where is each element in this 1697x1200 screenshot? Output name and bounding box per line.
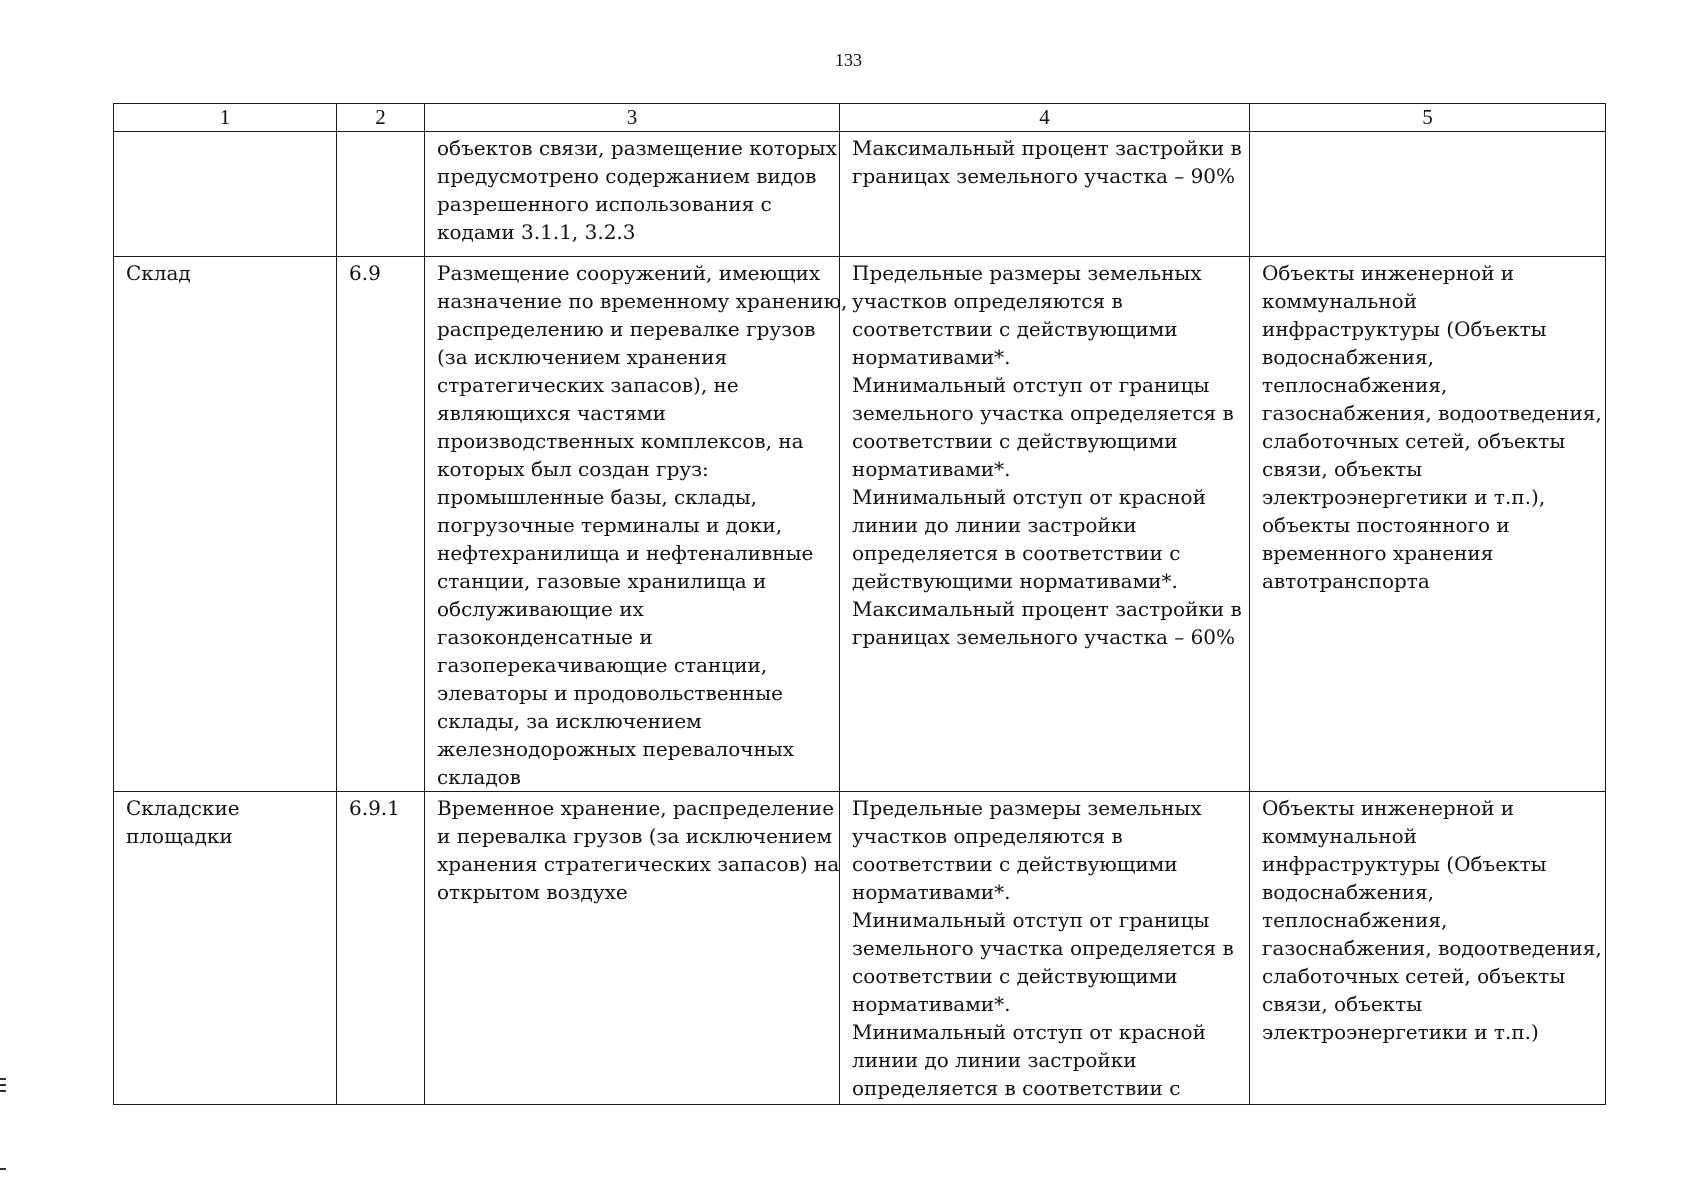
use-name-cell [114, 792, 337, 1105]
text-line: газоконденсатные и [437, 625, 653, 649]
text-line: связи, объекты [1262, 992, 1423, 1016]
text-line: складов [437, 765, 521, 789]
text-line: соответствии с действующими [852, 429, 1178, 453]
text-line: объектов связи, размещение которых [437, 136, 837, 160]
text-line: Максимальный процент застройки в [852, 136, 1242, 160]
text-line: железнодорожных перевалочных [437, 737, 795, 761]
scan-edge-mark [0, 1090, 6, 1092]
text-line: участков определяются в [852, 824, 1123, 848]
text-line: являющихся частями [437, 401, 666, 425]
text-line: площадки [126, 824, 233, 848]
column-header: 2 [337, 104, 425, 132]
text-line: инфраструктуры (Объекты [1262, 852, 1547, 876]
text-line: открытом воздухе [437, 880, 628, 904]
parameters-cell [840, 132, 1250, 257]
parameters-cell [840, 792, 1250, 1105]
use-description-cell [425, 257, 848, 792]
text-line: временного хранения [1262, 541, 1494, 565]
text-line: Предельные размеры земельных [852, 796, 1202, 820]
auxiliary-uses-cell [1250, 132, 1606, 257]
text-line: определяется в соответствии с [852, 1076, 1181, 1100]
text-line: линии до линии застройки [852, 1048, 1137, 1072]
text-line: соответствии с действующими [852, 852, 1178, 876]
text-line: Минимальный отступ от красной [852, 1020, 1206, 1044]
text-line: Максимальный процент застройки в [852, 597, 1242, 621]
text-line: которых был создан груз: [437, 457, 709, 481]
column-header: 3 [425, 104, 840, 132]
text-line: соответствии с действующими [852, 317, 1178, 341]
text-line: Размещение сооружений, имеющих [437, 261, 821, 285]
text-line: нормативами*. [852, 880, 1011, 904]
text-line: Предельные размеры земельных [852, 261, 1202, 285]
text-line: погрузочные терминалы и доки, [437, 513, 783, 537]
use-description-cell [425, 132, 840, 257]
column-header: 5 [1250, 104, 1606, 132]
table-header-row [114, 104, 1606, 132]
text-line: Минимальный отступ от границы [852, 908, 1210, 932]
text-line: связи, объекты [1262, 457, 1423, 481]
auxiliary-uses-cell [1250, 257, 1606, 792]
text-line: разрешенного использования с [437, 192, 772, 216]
text-line: земельного участка определяется в [852, 401, 1234, 425]
text-line: слаботочных сетей, объекты [1262, 429, 1566, 453]
text-line: газоснабжения, водоотведения, [1262, 401, 1602, 425]
table-row [114, 257, 1606, 792]
text-line: водоснабжения, [1262, 345, 1435, 369]
text-line: инфраструктуры (Объекты [1262, 317, 1547, 341]
text-line: хранения стратегических запасов) на [437, 852, 840, 876]
text-line: предусмотрено содержанием видов [437, 164, 817, 188]
text-line: Временное хранение, распределение [437, 796, 835, 820]
text-line: объекты постоянного и [1262, 513, 1510, 537]
text-line: Минимальный отступ от красной [852, 485, 1206, 509]
text-line: газоперекачивающие станции, [437, 653, 768, 677]
scan-edge-mark [0, 1078, 6, 1080]
text-line: газоснабжения, водоотведения, [1262, 936, 1602, 960]
use-description-cell [425, 792, 840, 1105]
table-row [114, 132, 1606, 257]
parameters-cell [840, 257, 1250, 792]
text-line: коммунальной [1262, 289, 1417, 313]
text-line: распределению и перевалке грузов [437, 317, 816, 341]
text-line: Минимальный отступ от границы [852, 373, 1210, 397]
text-line: водоснабжения, [1262, 880, 1435, 904]
text-line: слаботочных сетей, объекты [1262, 964, 1566, 988]
text-line: производственных комплексов, на [437, 429, 804, 453]
text-line: участков определяются в [852, 289, 1123, 313]
page-number: 133 [835, 50, 862, 70]
text-line: назначение по временному хранению, [437, 289, 848, 313]
text-line: автотранспорта [1262, 569, 1430, 593]
use-code-cell: 6.9.1 [337, 792, 425, 1105]
text-line: линии до линии застройки [852, 513, 1137, 537]
column-header: 4 [840, 104, 1250, 132]
text-line: нормативами*. [852, 345, 1011, 369]
text-line: кодами 3.1.1, 3.2.3 [437, 220, 636, 244]
zoning-table [113, 103, 1606, 1105]
text-line: действующими нормативами*. [852, 569, 1178, 593]
text-line: и перевалка грузов (за исключением [437, 824, 833, 848]
column-header: 1 [114, 104, 337, 132]
text-line: обслуживающие их [437, 597, 644, 621]
use-name-cell: Склад [114, 257, 337, 792]
text-line: границах земельного участка – 90% [852, 164, 1236, 188]
text-line: промышленные базы, склады, [437, 485, 757, 509]
text-line: склады, за исключением [437, 709, 702, 733]
text-line: соответствии с действующими [852, 964, 1178, 988]
text-line: границах земельного участка – 60% [852, 625, 1236, 649]
text-line: определяется в соответствии с [852, 541, 1181, 565]
text-line: нефтехранилища и нефтеналивные [437, 541, 814, 565]
text-line: элеваторы и продовольственные [437, 681, 783, 705]
text-line: станции, газовые хранилища и [437, 569, 767, 593]
text-line: Объекты инженерной и [1262, 261, 1515, 285]
text-line: коммунальной [1262, 824, 1417, 848]
auxiliary-uses-cell [1250, 792, 1606, 1105]
text-line: электроэнергетики и т.п.) [1262, 1020, 1539, 1044]
scan-edge-mark [0, 1168, 6, 1170]
text-line: теплоснабжения, [1262, 373, 1448, 397]
use-code-cell: 6.9 [337, 257, 425, 792]
text-line: Складские [126, 796, 240, 820]
text-line: электроэнергетики и т.п.), [1262, 485, 1546, 509]
text-line: стратегических запасов), не [437, 373, 739, 397]
text-line: Объекты инженерной и [1262, 796, 1515, 820]
text-line: нормативами*. [852, 992, 1011, 1016]
scan-edge-mark [0, 1084, 6, 1086]
table-row [114, 792, 1606, 1105]
text-line: земельного участка определяется в [852, 936, 1234, 960]
text-line: нормативами*. [852, 457, 1011, 481]
use-name-cell [114, 132, 337, 257]
use-code-cell [337, 132, 425, 257]
text-line: теплоснабжения, [1262, 908, 1448, 932]
text-line: (за исключением хранения [437, 345, 728, 369]
